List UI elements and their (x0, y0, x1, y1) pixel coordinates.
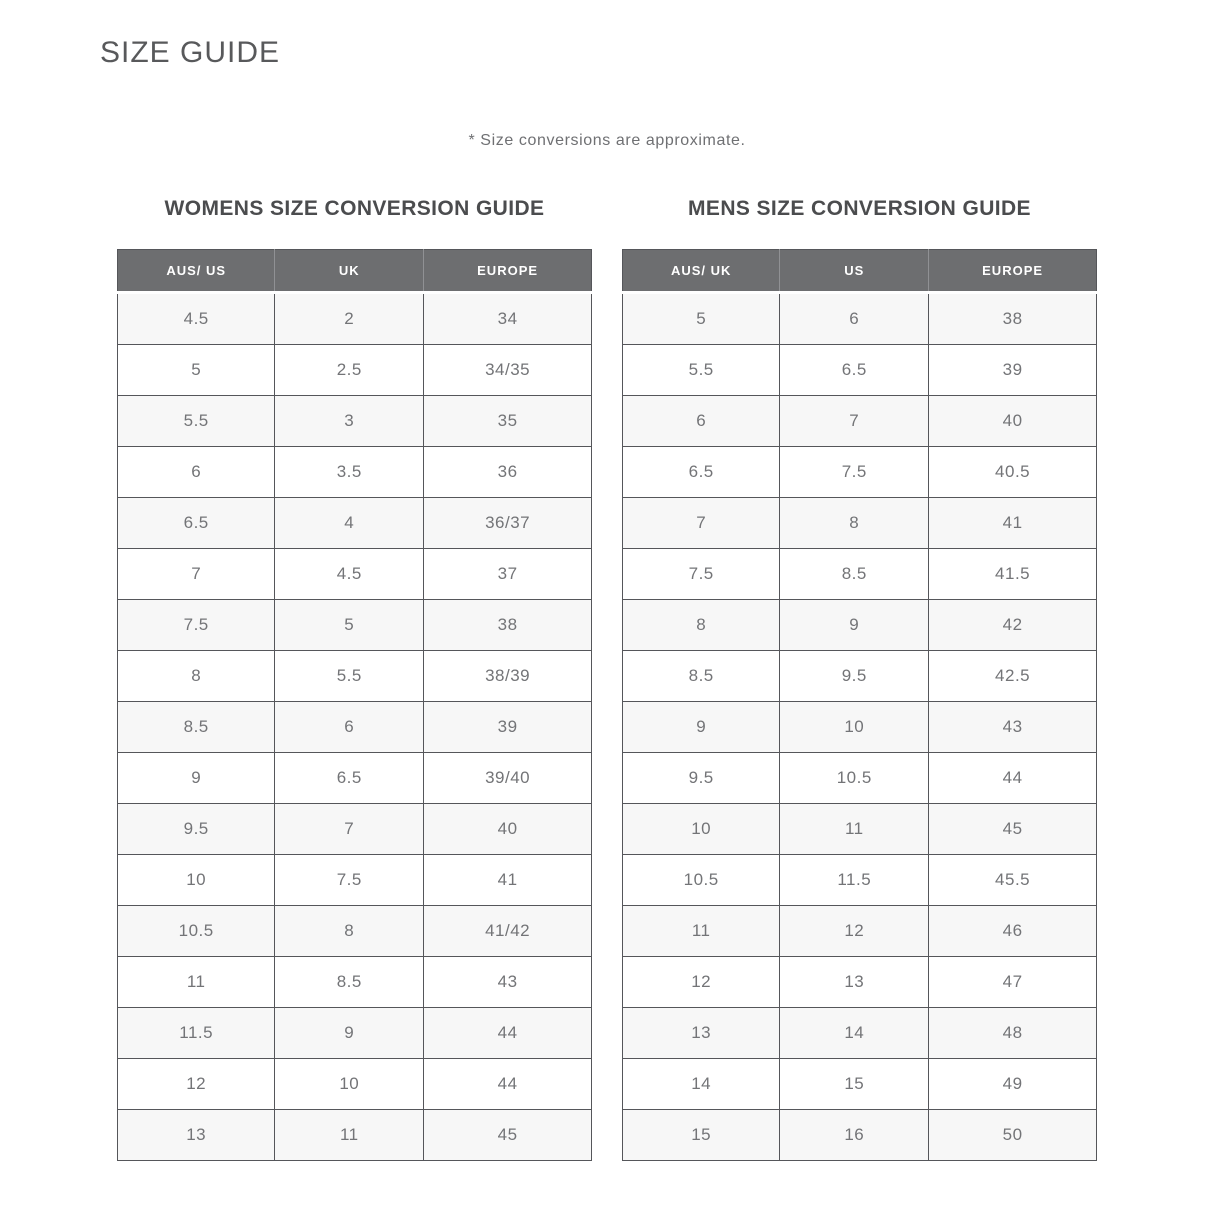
table-row (623, 1059, 1097, 1110)
column-header: AUS/ UK (623, 250, 780, 293)
size-cell: 6.5 (780, 345, 929, 396)
size-cell: 40 (929, 396, 1097, 447)
size-cell: 46 (929, 906, 1097, 957)
size-cell: 9.5 (623, 753, 780, 804)
size-cell: 16 (780, 1110, 929, 1161)
size-cell: 5.5 (275, 651, 424, 702)
size-cell: 47 (929, 957, 1097, 1008)
size-cell: 6 (118, 447, 275, 498)
size-cell: 7.5 (780, 447, 929, 498)
size-cell: 9.5 (118, 804, 275, 855)
table-row (623, 498, 1097, 549)
size-cell: 9.5 (780, 651, 929, 702)
size-cell: 8 (780, 498, 929, 549)
size-cell: 9 (780, 600, 929, 651)
size-cell: 7.5 (275, 855, 424, 906)
size-cell: 40 (424, 804, 592, 855)
column-header: UK (275, 250, 424, 293)
size-cell: 10 (118, 855, 275, 906)
size-cell: 10.5 (780, 753, 929, 804)
size-cell: 7.5 (118, 600, 275, 651)
size-cell: 6 (780, 293, 929, 345)
size-cell: 7.5 (623, 549, 780, 600)
table-row (118, 651, 592, 702)
table-row (118, 1008, 592, 1059)
size-cell: 13 (623, 1008, 780, 1059)
size-cell: 43 (424, 957, 592, 1008)
size-cell: 6.5 (623, 447, 780, 498)
size-cell: 6 (623, 396, 780, 447)
size-cell: 48 (929, 1008, 1097, 1059)
size-cell: 9 (275, 1008, 424, 1059)
size-cell: 14 (780, 1008, 929, 1059)
womens-table-heading: WOMENS SIZE CONVERSION GUIDE (164, 197, 545, 220)
size-cell: 11.5 (118, 1008, 275, 1059)
size-cell: 45 (929, 804, 1097, 855)
table-row (118, 600, 592, 651)
table-row (118, 345, 592, 396)
size-cell: 41/42 (424, 906, 592, 957)
size-cell: 8 (623, 600, 780, 651)
size-cell: 6.5 (275, 753, 424, 804)
table-row (623, 549, 1097, 600)
size-cell: 10 (623, 804, 780, 855)
size-cell: 2 (275, 293, 424, 345)
size-cell: 8.5 (275, 957, 424, 1008)
size-cell: 11 (623, 906, 780, 957)
size-cell: 5 (623, 293, 780, 345)
size-cell: 6 (275, 702, 424, 753)
table-row (118, 957, 592, 1008)
table-row (118, 1059, 592, 1110)
size-cell: 4.5 (118, 293, 275, 345)
size-cell: 42.5 (929, 651, 1097, 702)
table-row (118, 498, 592, 549)
size-cell: 2.5 (275, 345, 424, 396)
size-cell: 5.5 (623, 345, 780, 396)
size-cell: 12 (118, 1059, 275, 1110)
column-header: US (780, 250, 929, 293)
table-row (118, 804, 592, 855)
size-cell: 11 (780, 804, 929, 855)
womens-table-section (117, 196, 592, 1161)
size-conversion-note: * Size conversions are approximate. (468, 132, 746, 149)
size-cell: 13 (780, 957, 929, 1008)
mens-table-body (623, 293, 1097, 1161)
table-row (118, 549, 592, 600)
size-cell: 44 (424, 1008, 592, 1059)
size-cell: 7 (118, 549, 275, 600)
size-cell: 45 (424, 1110, 592, 1161)
size-cell: 8.5 (780, 549, 929, 600)
table-row (623, 855, 1097, 906)
table-row (623, 345, 1097, 396)
size-cell: 34 (424, 293, 592, 345)
womens-table-body (118, 293, 592, 1161)
size-cell: 44 (929, 753, 1097, 804)
size-cell: 11.5 (780, 855, 929, 906)
table-row (623, 600, 1097, 651)
size-cell: 15 (623, 1110, 780, 1161)
size-cell: 4 (275, 498, 424, 549)
size-cell: 15 (780, 1059, 929, 1110)
size-cell: 43 (929, 702, 1097, 753)
table-row (623, 447, 1097, 498)
size-cell: 10 (275, 1059, 424, 1110)
table-row (118, 855, 592, 906)
size-cell: 14 (623, 1059, 780, 1110)
size-cell: 38 (929, 293, 1097, 345)
size-cell: 7 (275, 804, 424, 855)
size-cell: 40.5 (929, 447, 1097, 498)
size-cell: 38 (424, 600, 592, 651)
size-cell: 11 (275, 1110, 424, 1161)
size-cell: 3.5 (275, 447, 424, 498)
table-row (118, 447, 592, 498)
table-row (623, 1110, 1097, 1161)
column-header: AUS/ US (118, 250, 275, 293)
size-cell: 13 (118, 1110, 275, 1161)
size-cell: 6.5 (118, 498, 275, 549)
table-row (118, 906, 592, 957)
size-cell: 34/35 (424, 345, 592, 396)
size-cell: 7 (623, 498, 780, 549)
size-cell: 50 (929, 1110, 1097, 1161)
size-cell: 5 (118, 345, 275, 396)
table-row (623, 651, 1097, 702)
size-cell: 49 (929, 1059, 1097, 1110)
mens-table-header (623, 250, 1097, 293)
size-cell: 4.5 (275, 549, 424, 600)
size-cell: 5.5 (118, 396, 275, 447)
size-cell: 8.5 (118, 702, 275, 753)
size-cell: 9 (118, 753, 275, 804)
mens-table-section (622, 196, 1097, 1161)
table-row (623, 804, 1097, 855)
table-row (118, 396, 592, 447)
size-cell: 41.5 (929, 549, 1097, 600)
table-row (118, 1110, 592, 1161)
table-row (118, 702, 592, 753)
column-header: EUROPE (424, 250, 592, 293)
size-cell: 39/40 (424, 753, 592, 804)
size-cell: 7 (780, 396, 929, 447)
size-cell: 44 (424, 1059, 592, 1110)
size-cell: 36/37 (424, 498, 592, 549)
table-row (623, 1008, 1097, 1059)
table-row (623, 396, 1097, 447)
size-cell: 10.5 (623, 855, 780, 906)
mens-table-heading: MENS SIZE CONVERSION GUIDE (688, 197, 1031, 220)
table-row (623, 702, 1097, 753)
size-cell: 41 (929, 498, 1097, 549)
size-cell: 10.5 (118, 906, 275, 957)
size-cell: 8 (118, 651, 275, 702)
page-title: SIZE GUIDE (100, 36, 281, 69)
size-cell: 12 (780, 906, 929, 957)
size-cell: 39 (929, 345, 1097, 396)
mens-size-table (622, 249, 1097, 1161)
table-row (118, 293, 592, 345)
size-cell: 12 (623, 957, 780, 1008)
size-cell: 37 (424, 549, 592, 600)
table-row (623, 293, 1097, 345)
size-cell: 3 (275, 396, 424, 447)
size-cell: 11 (118, 957, 275, 1008)
size-cell: 8 (275, 906, 424, 957)
table-row (623, 957, 1097, 1008)
size-cell: 9 (623, 702, 780, 753)
conversion-tables-row (100, 196, 1114, 1161)
size-cell: 42 (929, 600, 1097, 651)
size-cell: 8.5 (623, 651, 780, 702)
table-row (623, 753, 1097, 804)
size-cell: 36 (424, 447, 592, 498)
size-cell: 38/39 (424, 651, 592, 702)
table-row (623, 906, 1097, 957)
column-header: EUROPE (929, 250, 1097, 293)
womens-size-table (117, 249, 592, 1161)
size-cell: 10 (780, 702, 929, 753)
size-cell: 35 (424, 396, 592, 447)
womens-table-header (118, 250, 592, 293)
size-cell: 5 (275, 600, 424, 651)
size-cell: 45.5 (929, 855, 1097, 906)
size-cell: 41 (424, 855, 592, 906)
table-row (118, 753, 592, 804)
size-cell: 39 (424, 702, 592, 753)
